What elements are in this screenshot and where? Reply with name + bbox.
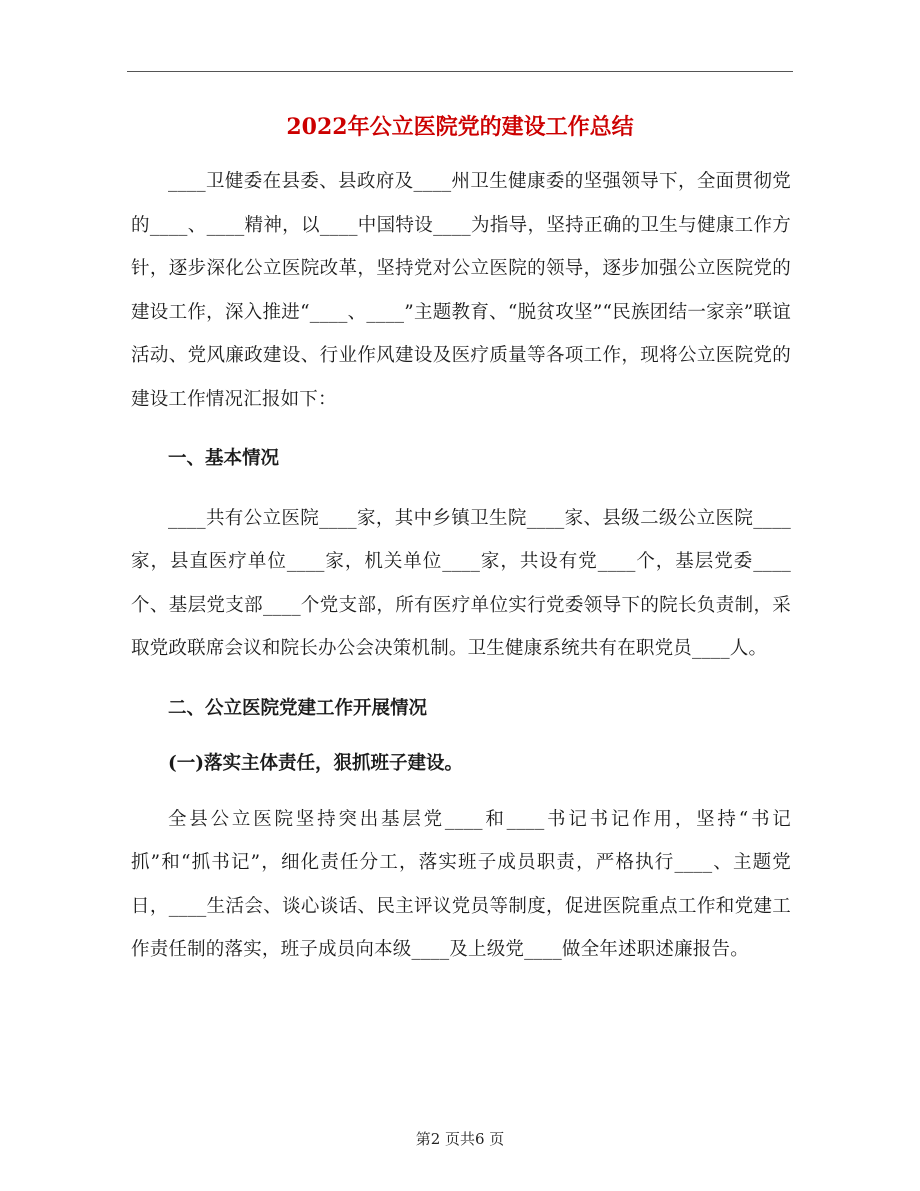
section-1-paragraph: ____共有公立医院____家，其中乡镇卫生院____家、县级二级公立医院____家，县直医疗单位____家，机关单位____家，共设有党____个，基层党委____个、基层党支部____个党支部，所有医疗单位实行党委领导下的院长负责制，采取党政联席会议和院长办公会决策机制。卫生健康系统共有在职党员____人。	[131, 507, 791, 659]
intro-paragraph: ____卫健委在县委、县政府及____州卫生健康委的坚强领导下，全面贯彻党的____、____精神，以____中国特设____为指导，坚持正确的卫生与健康工作方针，逐步深化公立医院改革，坚持党对公立医院的领导，逐步加强公立医院党的建设工作，深入推进“____、____”主题教育、“脱贫攻坚”“民族团结一家亲”联谊活动、党风廉政建设、行业作风建设及医疗质量等各项工作，现将公立医院党的建设工作情况汇报如下：	[131, 171, 791, 410]
subsection-1-paragraph: 全县公立医院坚持突出基层党____和____书记书记作用，坚持“书记抓”和“抓书记”，细化责任分工，落实班子成员职责，严格执行____、主题党日，____生活会、谈心谈话、民主评议党员等制度，促进医院重点工作和党建工作责任制的落实，班子成员向本级____及上级党____做全年述职述廉报告。	[131, 808, 791, 960]
header-rule	[127, 71, 793, 72]
page-footer: 第2 页共6 页	[415, 1130, 505, 1148]
section-2-heading: 二、公立医院党建工作开展情况	[168, 697, 428, 719]
section-1-heading: 一、基本情况	[168, 448, 280, 469]
subsection-1-heading: (一)落实主体责任，狠抓班子建设。	[168, 753, 464, 774]
document-body	[131, 160, 791, 972]
document-title: 2022年公立医院党的建设工作总结	[286, 114, 634, 140]
